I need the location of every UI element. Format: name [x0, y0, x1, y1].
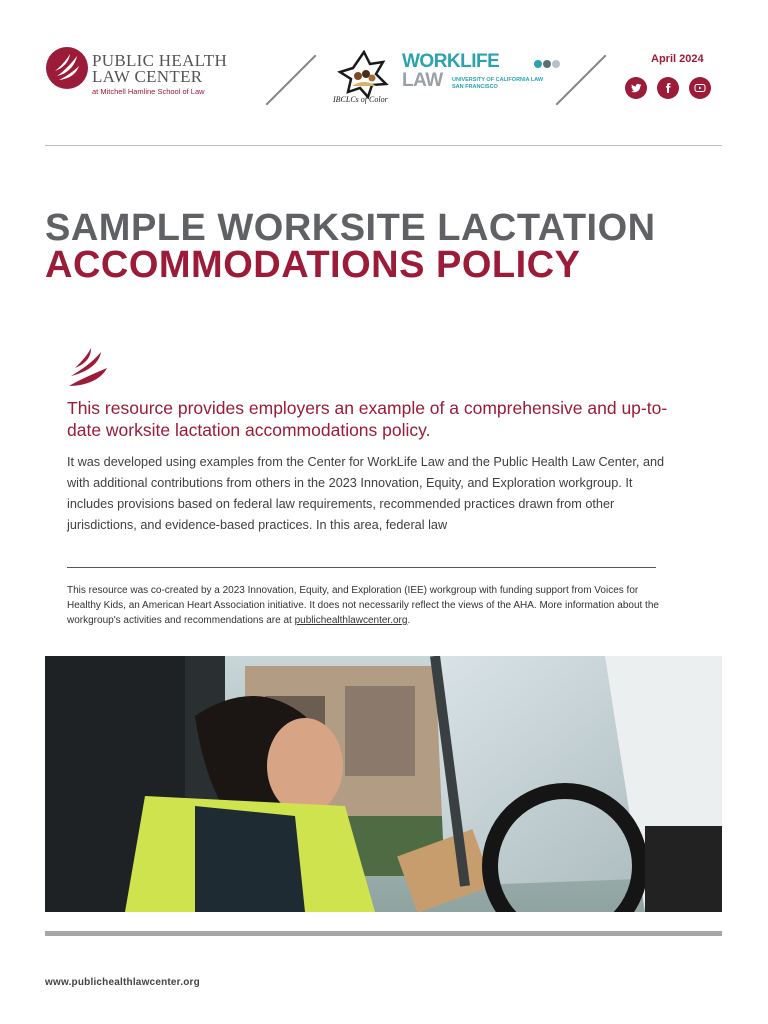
- worklife-wordmark-bottom: LAW: [402, 70, 443, 91]
- phlc-logo: [45, 46, 89, 90]
- worklife-affiliation-line1: UNIVERSITY OF CALIFORNIA LAW: [452, 77, 544, 83]
- header-divider: [266, 55, 317, 106]
- footer-url-link[interactable]: www.publichealthlawcenter.org: [45, 977, 200, 988]
- phlc-name-line1: PUBLIC HEALTH: [92, 51, 228, 70]
- intro-body: It was developed using examples from the Center for WorkLife Law and the Public Health Law Center, and with additional contributions from others in the 2023 Innovation, Equity, and Exploration workgroup. It includes provisions based on federal law requirements, recommended practices drawn from other jurisdictions, and evidence-based practices. In this area, federal law: [67, 455, 665, 532]
- footer-rule: [45, 931, 722, 936]
- phlc-wordmark: [92, 53, 227, 96]
- worklife-dots: [534, 59, 562, 69]
- swoosh-icon: [67, 346, 109, 388]
- funding-note: [67, 583, 667, 628]
- worklife-affiliation-line2: SAN FRANCISCO: [452, 83, 498, 90]
- twitter-icon[interactable]: [625, 77, 647, 99]
- phlc-link[interactable]: publichealthlawcenter.org: [294, 615, 408, 626]
- funding-note-end: .: [407, 615, 411, 626]
- page-title-line2: ACCOMMODATIONS POLICY: [45, 244, 581, 286]
- hero-photo: [45, 656, 722, 912]
- header-rule: [45, 145, 722, 146]
- youtube-icon[interactable]: [689, 77, 711, 99]
- facebook-icon[interactable]: [657, 77, 679, 99]
- funding-note-text: This resource was co-created by a 2023 Innovation, Equity, and Exploration (IEE) workgroup with funding support from Voices for Healthy Kids, an American Heart Association initiative. It does not necessarily reflect the views of the AHA. More information about the workgroup's activities and recommendations are at: [67, 585, 659, 626]
- phlc-name-line2: LAW CENTER: [92, 67, 203, 86]
- ibclc-name: IBCLCs of Color: [333, 95, 388, 104]
- worklife-affiliation: [452, 77, 572, 90]
- publication-date: April 2024: [651, 53, 704, 65]
- page-title-line1: SAMPLE WORKSITE LACTATION: [45, 207, 656, 249]
- phlc-affiliation: at Mitchell Hamline School of Law: [92, 87, 205, 96]
- intro-lead: This resource provides employers an example of a comprehensive and up-to-date worksite lactation accommodations policy.: [67, 398, 668, 440]
- note-rule: [67, 567, 656, 568]
- header: [0, 0, 768, 145]
- worklife-wordmark-top: WORKLIFE: [402, 51, 500, 72]
